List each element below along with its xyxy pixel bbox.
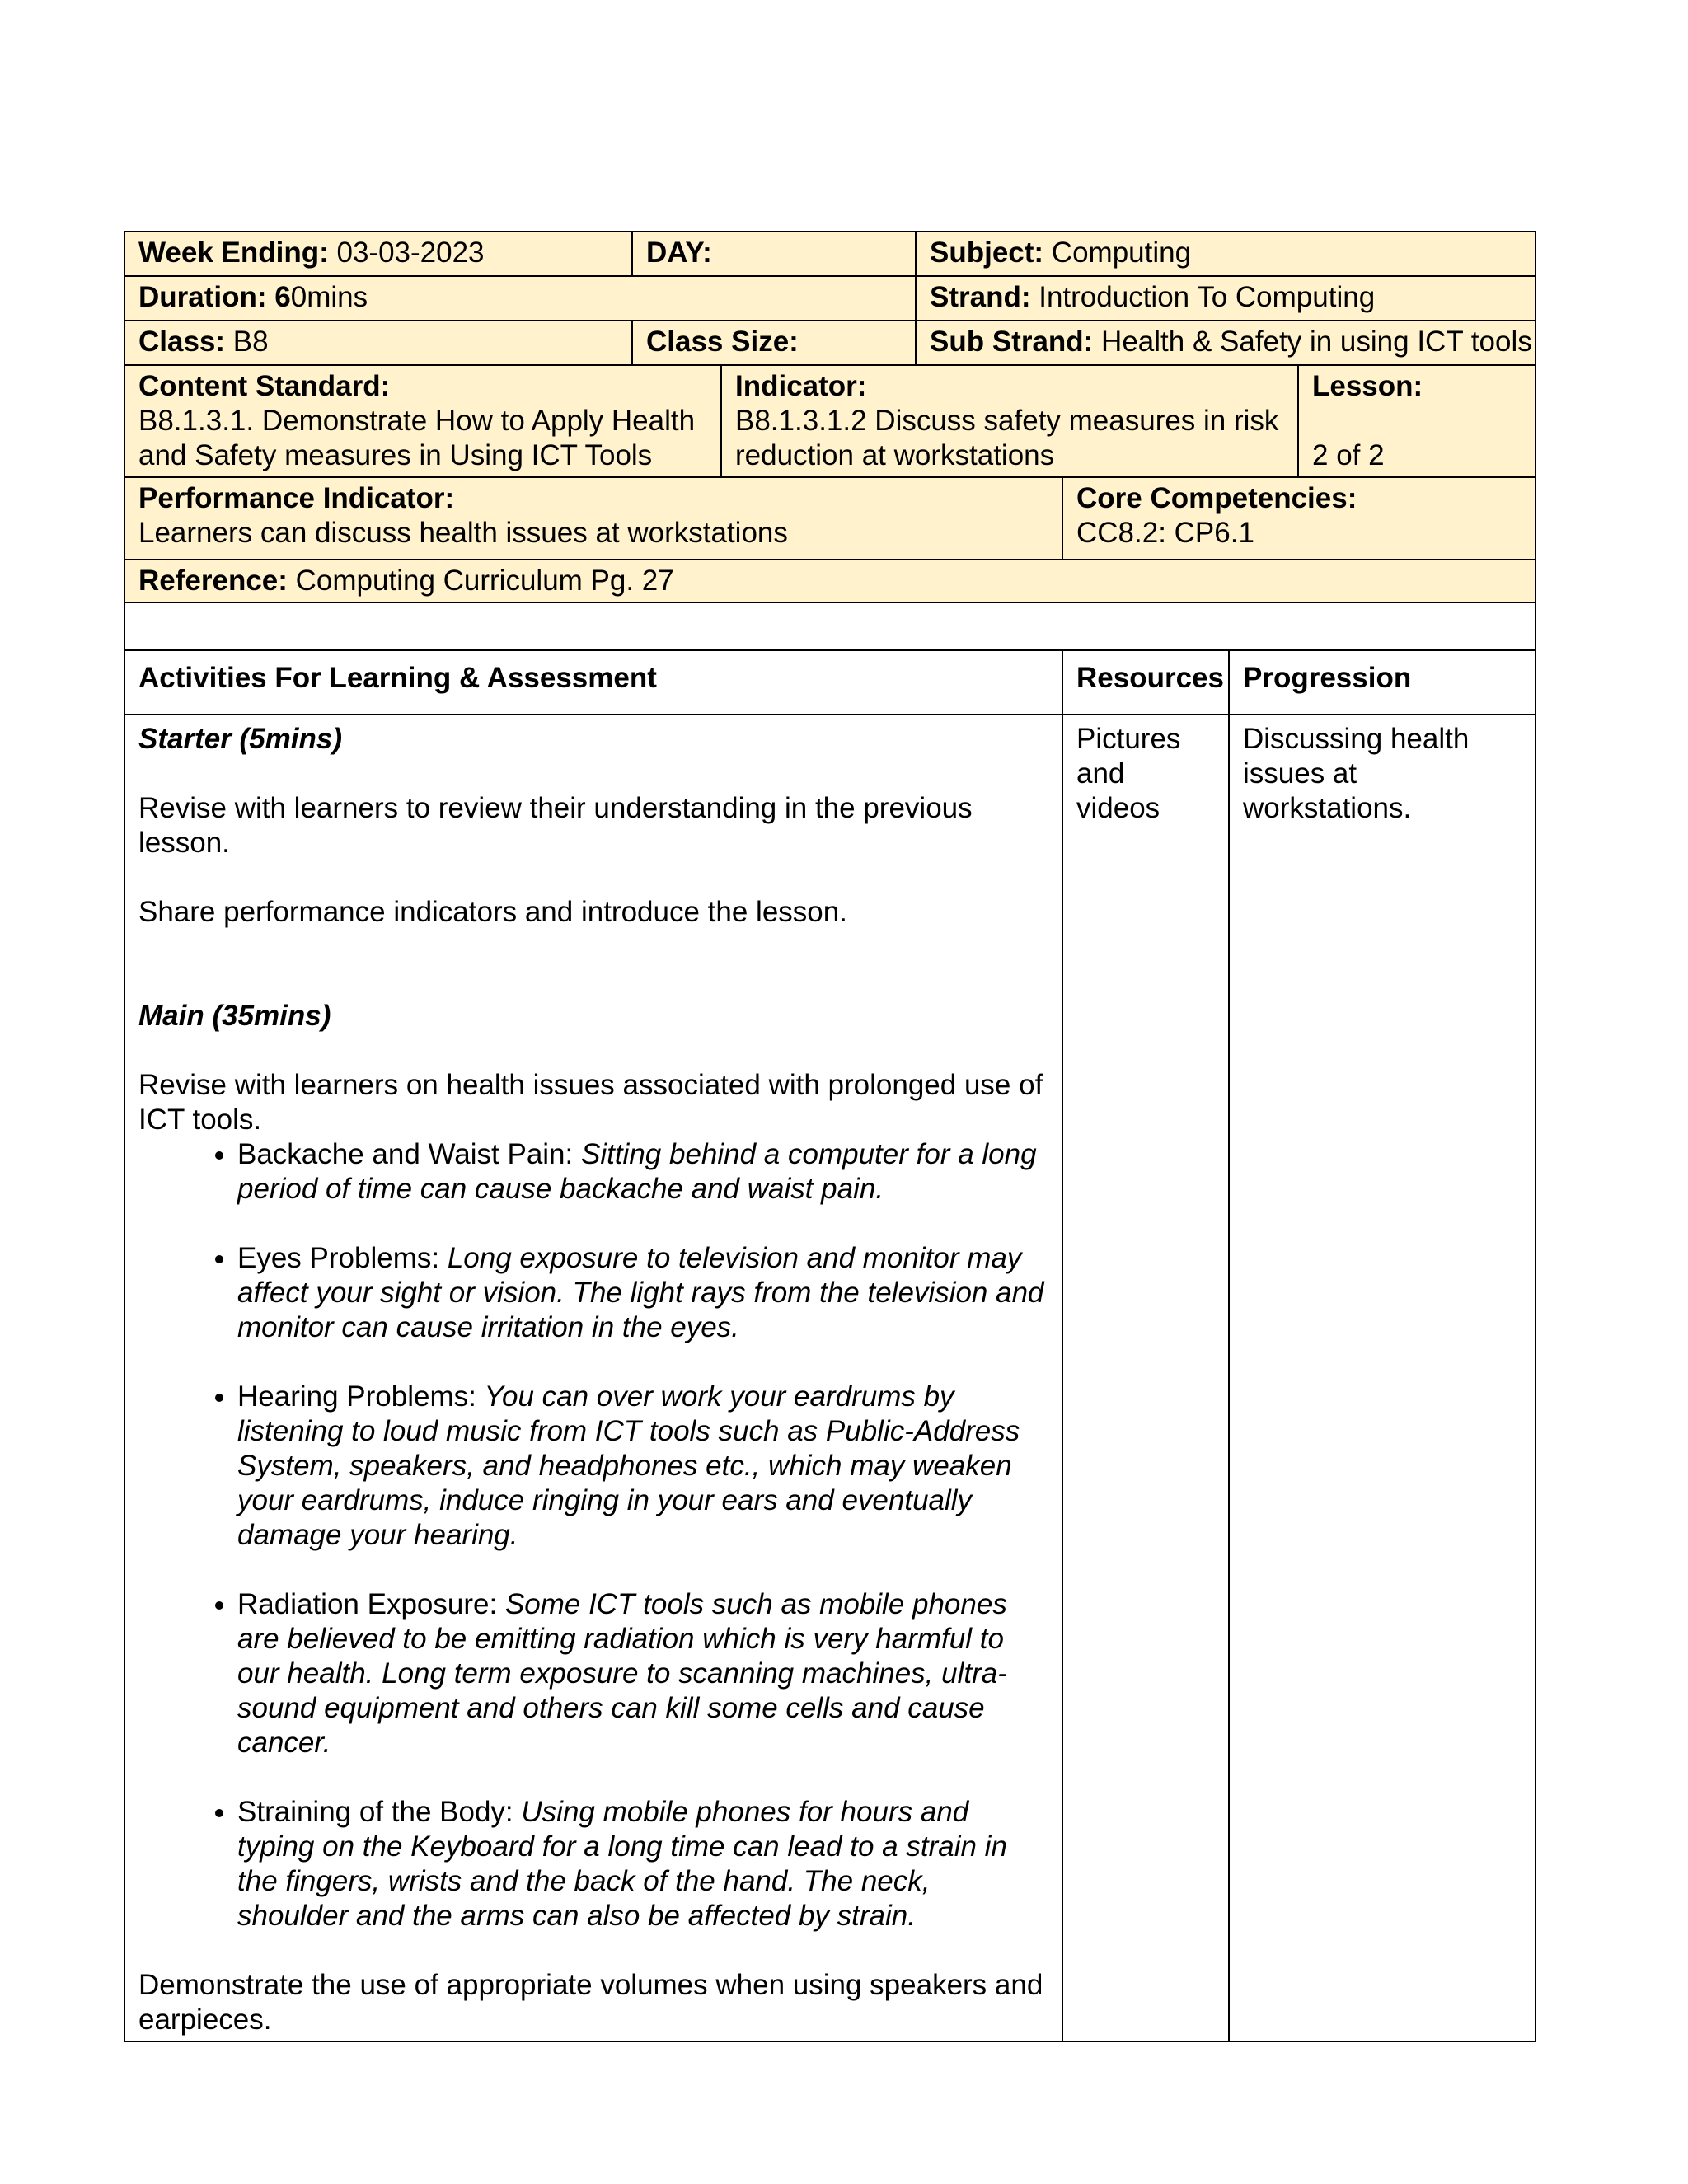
issue-description: Some ICT tools such as mobile phones are believed to be emitting radiation which is very harmful to our health. Long term exposure to scanning machines, ultra- sound equipment and others can kill some cells and cause cancer. bbox=[237, 1588, 1007, 1759]
class-size-cell bbox=[632, 321, 916, 365]
lesson-plan-page bbox=[124, 231, 1535, 2042]
performance-indicator-label: Performance Indicator: bbox=[138, 482, 455, 514]
reference-label: Reference: bbox=[138, 565, 288, 597]
sub-strand-label: Sub Strand: bbox=[930, 326, 1094, 358]
day-cell bbox=[632, 232, 916, 276]
activities-body-row bbox=[124, 715, 1536, 2041]
lesson-label: Lesson: bbox=[1312, 370, 1423, 402]
issue-description: Sitting behind a computer for a long period of time can cause backache and waist pain. bbox=[237, 1138, 1037, 1205]
issue-title: Backache and Waist Pain: bbox=[237, 1138, 581, 1170]
issue-description: You can over work your eardrums by listening to loud music from ICT tools such as Public-Address System, speakers, and headphones etc., which may weaken your eardrums, induce ringing in your ears and eventually damage your hearing. bbox=[237, 1380, 1020, 1551]
starter-title: Starter (5mins) bbox=[138, 723, 343, 755]
resources-cell bbox=[1062, 715, 1229, 2041]
list-item bbox=[237, 1137, 1048, 1207]
progression-value: Discussing health issues at workstations. bbox=[1243, 723, 1470, 824]
duration-cell bbox=[124, 276, 916, 321]
header-row-3 bbox=[124, 321, 1536, 365]
starter-paragraph-2: Share performance indicators and introduce the lesson. bbox=[138, 896, 847, 928]
sub-strand-value: Health & Safety in using ICT tools bbox=[1093, 326, 1532, 358]
main-intro: Revise with learners on health issues associated with prolonged use of ICT tools. bbox=[138, 1069, 1043, 1136]
content-standard-value: B8.1.3.1. Demonstrate How to Apply Health and Safety measures in Using ICT Tools bbox=[138, 405, 696, 471]
week-ending-cell bbox=[124, 232, 632, 276]
performance-indicator-cell bbox=[124, 477, 1062, 560]
strand-label: Strand: bbox=[930, 281, 1031, 313]
class-value: B8 bbox=[225, 326, 269, 358]
progression-cell bbox=[1229, 715, 1536, 2041]
class-size-label: Class Size: bbox=[646, 326, 799, 358]
lesson-plan-table bbox=[124, 231, 1536, 2042]
core-competencies-value: CC8.2: CP6.1 bbox=[1076, 517, 1254, 549]
week-ending-label: Week Ending: bbox=[138, 237, 329, 269]
progression-header: Progression bbox=[1229, 650, 1536, 715]
duration-value: 0mins bbox=[290, 281, 368, 313]
issue-title: Straining of the Body: bbox=[237, 1796, 522, 1828]
list-item bbox=[237, 1380, 1048, 1553]
sub-strand-cell bbox=[916, 321, 1536, 365]
header-row-2 bbox=[124, 276, 1536, 321]
core-competencies-label: Core Competencies: bbox=[1076, 482, 1357, 514]
day-label: DAY: bbox=[646, 237, 712, 269]
header-row-6 bbox=[124, 560, 1536, 602]
activities-header: Activities For Learning & Assessment bbox=[124, 650, 1062, 715]
column-header-row bbox=[124, 650, 1536, 715]
subject-cell bbox=[916, 232, 1536, 276]
header-row-1 bbox=[124, 232, 1536, 276]
performance-indicator-value: Learners can discuss health issues at workstations bbox=[138, 517, 788, 549]
header-row-5 bbox=[124, 477, 1536, 560]
class-cell bbox=[124, 321, 632, 365]
spacer-row bbox=[124, 602, 1536, 650]
duration-label: Duration: 6 bbox=[138, 281, 291, 313]
health-issues-list bbox=[138, 1137, 1048, 1933]
core-competencies-cell bbox=[1062, 477, 1536, 560]
reference-cell bbox=[124, 560, 1536, 602]
header-row-4 bbox=[124, 365, 1536, 477]
strand-value: Introduction To Computing bbox=[1030, 281, 1376, 313]
issue-description: Long exposure to television and monitor may affect your sight or vision. The light rays from the television and monitor can cause irritation in the eyes. bbox=[237, 1242, 1044, 1343]
spacer-cell bbox=[124, 602, 1536, 650]
reference-value: Computing Curriculum Pg. 27 bbox=[287, 565, 674, 597]
closing-paragraph: Demonstrate the use of appropriate volumes when using speakers and earpieces. bbox=[138, 1969, 1043, 2036]
subject-value: Computing bbox=[1043, 237, 1192, 269]
subject-label: Subject: bbox=[930, 237, 1044, 269]
indicator-cell bbox=[721, 365, 1298, 477]
list-item bbox=[237, 1587, 1048, 1760]
starter-paragraph-1: Revise with learners to review their understanding in the previous lesson. bbox=[138, 792, 973, 859]
list-item bbox=[237, 1241, 1048, 1345]
resources-header: Resources bbox=[1062, 650, 1229, 715]
issue-title: Hearing Problems: bbox=[237, 1380, 485, 1413]
lesson-value: 2 of 2 bbox=[1312, 439, 1385, 471]
main-title: Main (35mins) bbox=[138, 1000, 331, 1032]
strand-cell bbox=[916, 276, 1536, 321]
lesson-cell bbox=[1298, 365, 1536, 477]
indicator-value: B8.1.3.1.2 Discuss safety measures in risk reduction at workstations bbox=[735, 405, 1279, 471]
week-ending-value: 03-03-2023 bbox=[328, 237, 485, 269]
issue-title: Eyes Problems: bbox=[237, 1242, 448, 1274]
content-standard-label: Content Standard: bbox=[138, 370, 391, 402]
class-label: Class: bbox=[138, 326, 226, 358]
issue-description: Using mobile phones for hours and typing on the Keyboard for a long time can lead to a strain in the fingers, wrists and the back of the hand. The neck, shoulder and the arms can also be affected by strain. bbox=[237, 1796, 1007, 1932]
list-item bbox=[237, 1795, 1048, 1933]
indicator-label: Indicator: bbox=[735, 370, 867, 402]
issue-title: Radiation Exposure: bbox=[237, 1588, 505, 1620]
resources-value: Pictures and videos bbox=[1076, 723, 1181, 824]
activities-cell bbox=[124, 715, 1062, 2041]
content-standard-cell bbox=[124, 365, 721, 477]
